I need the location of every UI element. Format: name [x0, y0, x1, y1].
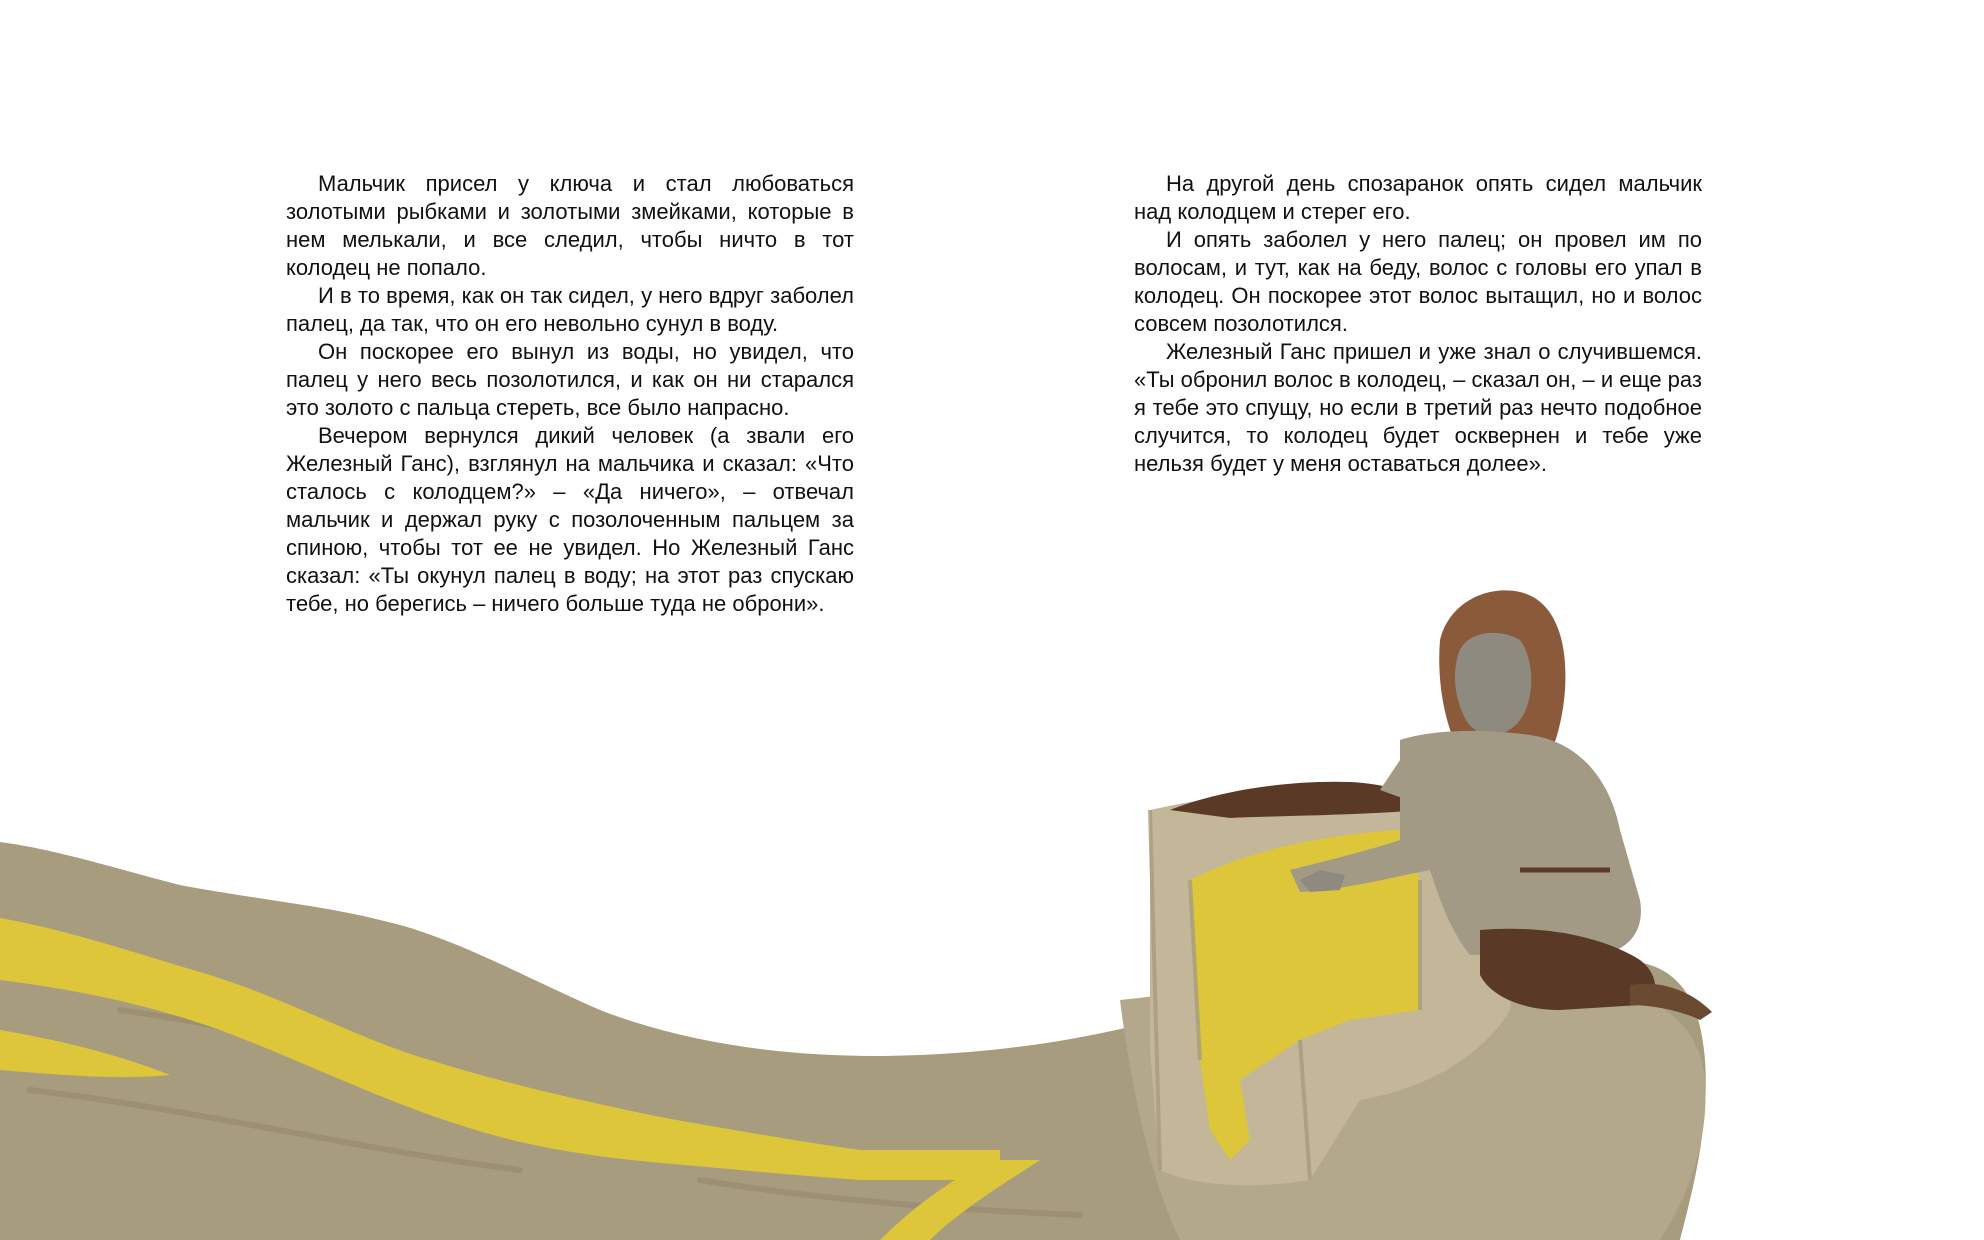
paragraph: И в то время, как он так сидел, у него вдруг заболел палец, да так, что он его невольно сунул в воду. [286, 283, 854, 336]
golden-stream [0, 918, 1000, 1180]
boy-arm [1380, 760, 1529, 822]
golden-stream-lower [880, 1160, 1040, 1240]
boy-shirt [1290, 731, 1641, 955]
paragraph: Мальчик присел у ключа и стал любоваться золотыми рыбками и золотыми змейками, которые в нем мелькали, и все следил, чтобы ничто в тот колодец не попало. [286, 171, 854, 280]
well-stone-body [1150, 788, 1520, 1185]
paragraph: Железный Ганс пришел и уже знал о случившемся. «Ты обронил волос в колодец, – сказал он, – и еще раз я тебе это спущу, но если в третий раз нечто подобное случится, то колодец будет осквернен и тебе уже нельзя будет у меня оставаться долее». [1134, 339, 1702, 476]
paragraph: И опять заболел у него палец; он провел им по волосам, и тут, как на беду, волос с головы его упал в колодец. Он поскорее этот волос вытащил, но и волос совсем позолотился. [1134, 227, 1702, 336]
well-opening [1170, 782, 1440, 818]
boy-hair [1439, 590, 1565, 770]
paragraph: Он поскорее его вынул из воды, но увидел, что палец у него весь позолотился, и как он ни старался это золото с пальца стереть, все было напрасно. [286, 339, 854, 420]
boy-foot [1630, 984, 1712, 1020]
ground-shading [30, 1010, 1080, 1215]
golden-stream-branch [0, 1030, 170, 1077]
right-page-text [1134, 170, 1702, 478]
paragraph: Вечером вернулся дикий человек (а звали его Железный Ганс), взглянул на мальчика и сказал: «Что сталось с колодцем?» – «Да ничего», – отвечал мальчик и держал руку с позолоченным пальцем за спиною, чтобы тот ее не увидел. Но Железный Ганс сказал: «Ты окунул палец в воду; на этот раз спускаю тебе, но берегись – ничего больше туда не оброни». [286, 423, 854, 616]
gold-overflow [1200, 1060, 1250, 1160]
well-facets [1150, 810, 1420, 1180]
paragraph: На другой день спозаранок опять сидел мальчик над колодцем и стерег его. [1134, 171, 1702, 224]
boy-trousers [1480, 929, 1655, 1010]
boy-pointing-hand [1300, 870, 1345, 892]
left-page-text [286, 170, 854, 618]
boy-face [1455, 633, 1531, 735]
rock-platform [1120, 979, 1706, 1240]
ground-hill [0, 842, 1706, 1240]
well-gold-water [1190, 830, 1420, 1080]
